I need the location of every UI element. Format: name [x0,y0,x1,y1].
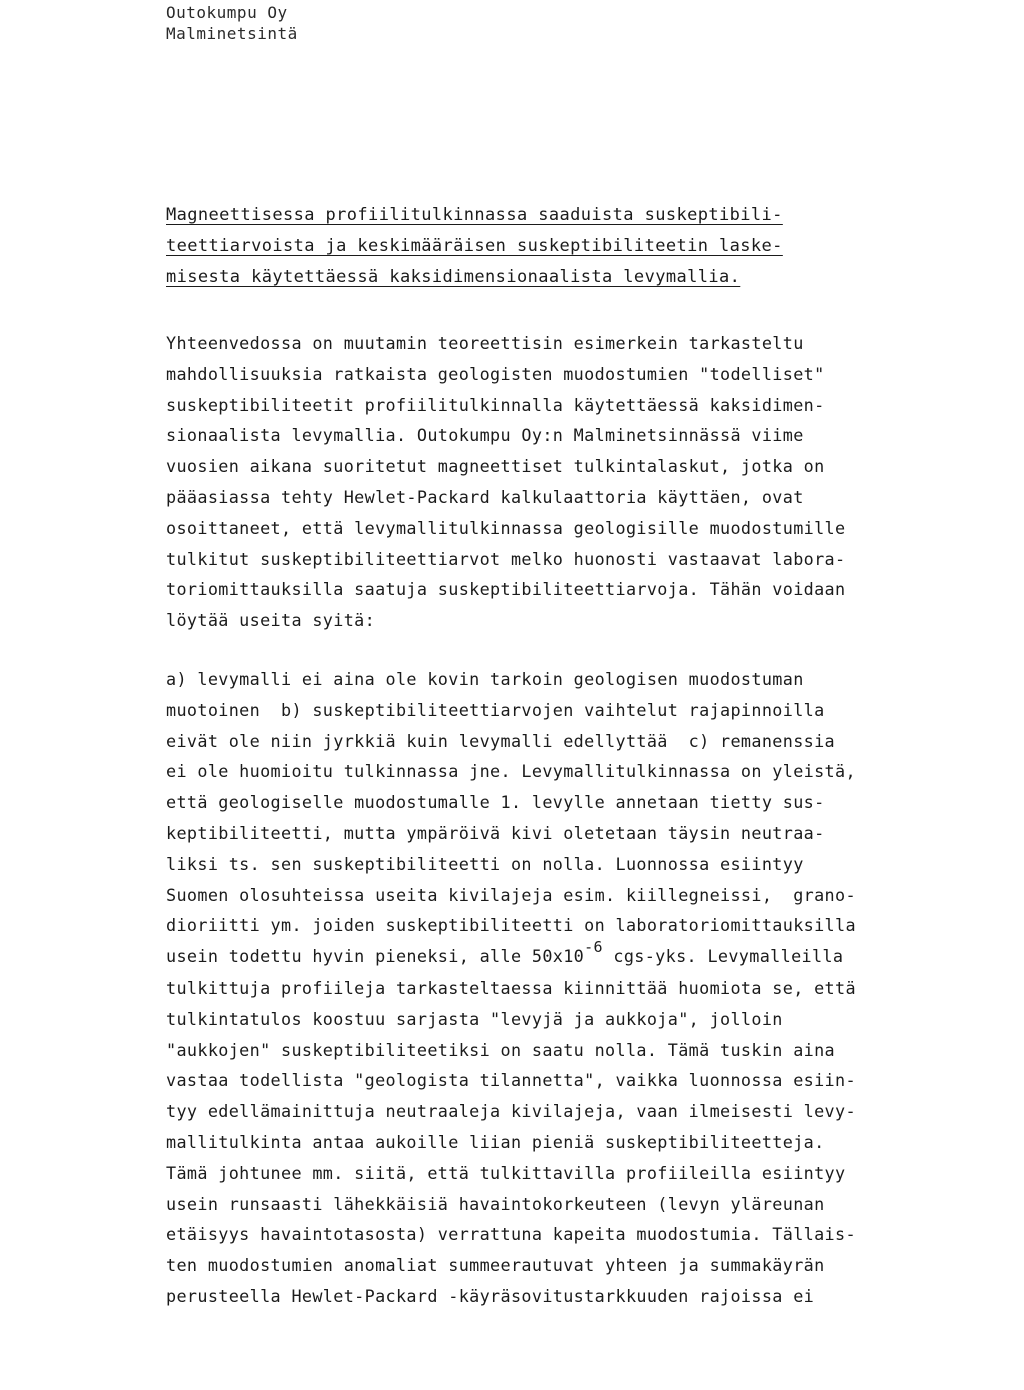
title-line: teettiarvoista ja keskimääräisen suskeptibiliteetin laske- [166,236,783,256]
text-line: tyy edellämainittuja neutraaleja kivilajeja, vaan ilmeisesti levy- [166,1101,856,1122]
summary-paragraph [166,328,986,636]
letterhead [166,2,298,44]
text-line: tulkittuja profiileja tarkasteltaessa kiinnittää huomiota se, että [166,977,856,998]
reasons-paragraph [166,664,986,1312]
text-line: "aukkojen" suskeptibiliteetiksi on saatu nolla. Tämä tuskin aina [166,1039,836,1060]
text-line: Suomen olosuhteissa useita kivilajeja esim. kiillegneissi, grano- [166,884,856,905]
text-line: perusteella Hewlet-Packard -käyräsovitustarkkuuden rajoissa ei [166,1285,815,1306]
text-line: a) levymalli ei aina ole kovin tarkoin geologisen muodostuman [166,669,804,689]
text-line: tulkitut suskeptibiliteettiarvot melko huonosti vastaavat labora- [166,548,846,569]
text-line: usein runsaasti lähekkäisiä havaintokorkeuteen (levyn yläreunan [166,1193,825,1214]
text-line: vuosien aikana suoritetut magneettiset tulkintalaskut, jotka on [166,456,825,477]
title-line: misesta käytettäessä kaksidimensionaalista levymallia. [166,267,741,287]
text-line: tulkintatulos koostuu sarjasta "levyjä ja aukkoja", jolloin [166,1008,783,1029]
company-name: Outokumpu Oy [166,3,288,22]
text-line: Tämä johtunee mm. siitä, että tulkittavilla profiileilla esiintyy [166,1162,846,1183]
text-line: mallitulkinta antaa aukoille liian pieniä suskeptibiliteetteja. [166,1131,825,1152]
text-line-with-exponent: usein todettu hyvin pieneksi, alle 50x10-6 cgs-yks. Levymalleilla [166,938,844,967]
text-line: ten muodostumien anomaliat summeerautuvat yhteen ja summakäyrän [166,1255,825,1276]
text-line: etäisyys havaintotasosta) verrattuna kapeita muodostumia. Tällais- [166,1224,856,1245]
text-line: osoittaneet, että levymallitulkinnassa geologisille muodostumille [166,517,846,538]
text-line: pääasiassa tehty Hewlet-Packard kalkulaattoria käyttäen, ovat [166,486,804,507]
text-line: suskeptibiliteetit profiilitulkinnalla käytettäessä kaksidimen- [166,394,825,415]
text-line: dioriitti ym. joiden suskeptibiliteetti on laboratoriomittauksilla [166,915,856,936]
text-line: sionaalista levymallia. Outokumpu Oy:n Malminetsinnässä viime [166,425,804,446]
text-line: Yhteenvedossa on muutamin teoreettisin esimerkein tarkasteltu [166,333,804,353]
text-line: toriomittauksilla saatuja suskeptibiliteettiarvoja. Tähän voidaan [166,579,846,600]
title-line: Magneettisessa profiilitulkinnassa saaduista suskeptibili- [166,205,783,225]
text-line: muotoinen b) suskeptibiliteettiarvojen vaihtelut rajapinnoilla [166,699,825,720]
text-line: keptibiliteetti, mutta ympäröivä kivi oletetaan täysin neutraa- [166,822,825,843]
text-line: mahdollisuuksia ratkaista geologisten muodostumien "todelliset" [166,363,825,384]
department-name: Malminetsintä [166,24,298,43]
document-title [166,200,906,293]
text-line: liksi ts. sen suskeptibiliteetti on nolla. Luonnossa esiintyy [166,853,804,874]
text-line: eivät ole niin jyrkkiä kuin levymalli edellyttää c) remanenssia [166,730,836,751]
text-line: ei ole huomioitu tulkinnassa jne. Levymallitulkinnassa on yleistä, [166,761,856,782]
text-line: että geologiselle muodostumalle 1. levylle annetaan tietty sus- [166,792,825,813]
exponent: -6 [584,938,603,957]
text-line: löytää useita syitä: [166,610,376,631]
text-line: vastaa todellista "geologista tilannetta", vaikka luonnossa esiin- [166,1070,856,1091]
